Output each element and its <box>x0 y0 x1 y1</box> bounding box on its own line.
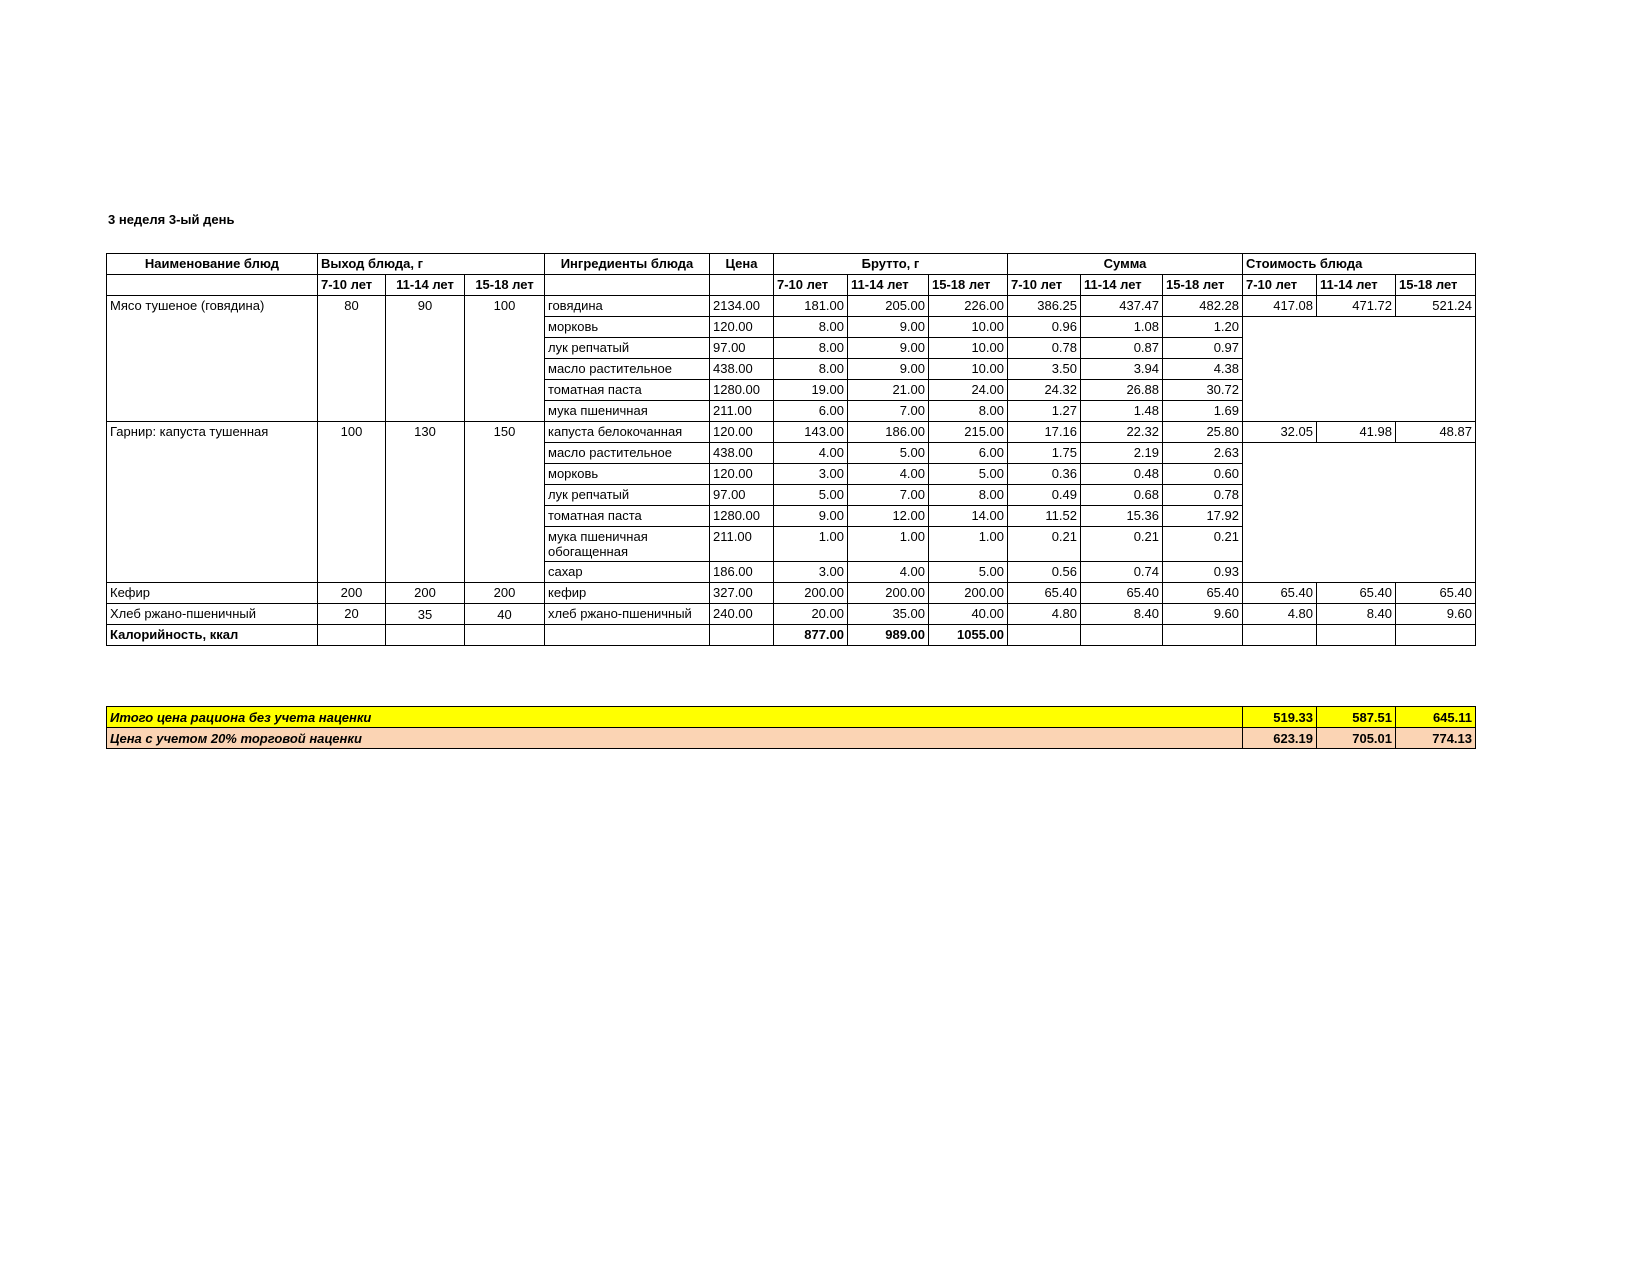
ingredient-sum: 65.40 <box>1081 583 1163 604</box>
ingredient-price: 1280.00 <box>710 380 774 401</box>
dish-output: 90 <box>386 296 465 422</box>
ingredient-sum: 0.97 <box>1163 338 1243 359</box>
totals-value: 519.33 <box>1243 707 1317 728</box>
ingredient-gross: 6.00 <box>774 401 848 422</box>
totals-label: Цена с учетом 20% торговой наценки <box>107 728 1243 749</box>
ingredient-gross: 181.00 <box>774 296 848 317</box>
ingredient-price: 240.00 <box>710 604 774 625</box>
ingredient-name: томатная паста <box>545 506 710 527</box>
header-age: 11-14 лет <box>848 275 929 296</box>
empty-cell <box>1163 625 1243 646</box>
ingredient-price: 97.00 <box>710 485 774 506</box>
totals-value: 645.11 <box>1396 707 1476 728</box>
header-age: 15-18 лет <box>1396 275 1476 296</box>
dish-output: 200 <box>465 583 545 604</box>
ingredient-sum: 0.87 <box>1081 338 1163 359</box>
ingredient-sum: 3.50 <box>1008 359 1081 380</box>
header-sum: Сумма <box>1008 254 1243 275</box>
ingredient-gross: 143.00 <box>774 422 848 443</box>
empty-cell <box>318 625 386 646</box>
empty-cell <box>465 625 545 646</box>
ingredient-price: 120.00 <box>710 464 774 485</box>
header-age: 7-10 лет <box>1008 275 1081 296</box>
ingredient-sum: 0.74 <box>1081 562 1163 583</box>
ingredient-gross: 215.00 <box>929 422 1008 443</box>
ingredient-price: 120.00 <box>710 422 774 443</box>
ingredient-name: морковь <box>545 317 710 338</box>
header-ingredients: Ингредиенты блюда <box>545 254 710 275</box>
ingredient-sum: 0.56 <box>1008 562 1081 583</box>
calories-row <box>107 625 1476 646</box>
ingredient-gross: 10.00 <box>929 359 1008 380</box>
ingredient-sum: 24.32 <box>1008 380 1081 401</box>
ingredient-sum: 2.19 <box>1081 443 1163 464</box>
ingredient-price: 438.00 <box>710 359 774 380</box>
ingredient-name: хлеб ржано-пшеничный <box>545 604 710 625</box>
ingredient-gross: 1.00 <box>929 527 1008 562</box>
ingredient-gross: 205.00 <box>848 296 929 317</box>
ingredient-gross: 7.00 <box>848 401 929 422</box>
dish-output: 150 <box>465 422 545 583</box>
ingredient-price: 97.00 <box>710 338 774 359</box>
ingredient-price: 327.00 <box>710 583 774 604</box>
ingredient-sum: 1.75 <box>1008 443 1081 464</box>
empty-cell <box>386 625 465 646</box>
ingredient-gross: 7.00 <box>848 485 929 506</box>
ingredient-gross: 8.00 <box>774 317 848 338</box>
calories-label: Калорийность, ккал <box>107 625 318 646</box>
ingredient-sum: 9.60 <box>1163 604 1243 625</box>
ingredient-price: 2134.00 <box>710 296 774 317</box>
header-dish: Наименование блюд <box>107 254 318 275</box>
ingredient-gross: 10.00 <box>929 317 1008 338</box>
dish-name: Гарнир: капуста тушенная <box>107 422 318 583</box>
header-empty <box>107 275 318 296</box>
totals-table <box>106 706 1476 749</box>
ingredient-gross: 8.00 <box>929 401 1008 422</box>
ingredient-gross: 186.00 <box>848 422 929 443</box>
header-row-2 <box>107 275 1476 296</box>
menu-table <box>106 253 1476 646</box>
cost-empty <box>1243 443 1476 583</box>
ingredient-sum: 0.68 <box>1081 485 1163 506</box>
ingredient-price: 120.00 <box>710 317 774 338</box>
header-age: 7-10 лет <box>774 275 848 296</box>
ingredient-gross: 5.00 <box>848 443 929 464</box>
ingredient-gross: 4.00 <box>848 562 929 583</box>
table-row <box>107 296 1476 317</box>
dish-name: Мясо тушеное (говядина) <box>107 296 318 422</box>
ingredient-gross: 1.00 <box>774 527 848 562</box>
ingredient-name: мука пшеничная обогащенная <box>545 527 710 562</box>
ingredient-gross: 19.00 <box>774 380 848 401</box>
ingredient-sum: 0.60 <box>1163 464 1243 485</box>
empty-cell <box>1317 625 1396 646</box>
dish-cost: 65.40 <box>1243 583 1317 604</box>
ingredient-name: мука пшеничная <box>545 401 710 422</box>
table-row <box>107 422 1476 443</box>
ingredient-sum: 1.27 <box>1008 401 1081 422</box>
ingredient-gross: 5.00 <box>929 562 1008 583</box>
dish-output: 130 <box>386 422 465 583</box>
ingredient-gross: 14.00 <box>929 506 1008 527</box>
header-age: 7-10 лет <box>318 275 386 296</box>
totals-row <box>107 728 1476 749</box>
ingredient-name: кефир <box>545 583 710 604</box>
dish-output: 20 <box>318 604 386 625</box>
empty-cell <box>1081 625 1163 646</box>
ingredient-name: томатная паста <box>545 380 710 401</box>
dish-cost: 32.05 <box>1243 422 1317 443</box>
ingredient-gross: 24.00 <box>929 380 1008 401</box>
ingredient-name: морковь <box>545 464 710 485</box>
calories-value: 1055.00 <box>929 625 1008 646</box>
ingredient-name: масло растительное <box>545 443 710 464</box>
ingredient-sum: 4.80 <box>1008 604 1081 625</box>
dish-output: 35 <box>386 604 465 625</box>
ingredient-gross: 20.00 <box>774 604 848 625</box>
totals-label: Итого цена рациона без учета наценки <box>107 707 1243 728</box>
header-age: 7-10 лет <box>1243 275 1317 296</box>
ingredient-gross: 8.00 <box>774 338 848 359</box>
empty-cell <box>1008 625 1081 646</box>
ingredient-sum: 1.20 <box>1163 317 1243 338</box>
ingredient-gross: 8.00 <box>929 485 1008 506</box>
ingredient-sum: 0.93 <box>1163 562 1243 583</box>
dish-cost: 65.40 <box>1396 583 1476 604</box>
ingredient-gross: 3.00 <box>774 464 848 485</box>
ingredient-name: капуста белокочанная <box>545 422 710 443</box>
ingredient-sum: 0.78 <box>1008 338 1081 359</box>
ingredient-gross: 10.00 <box>929 338 1008 359</box>
empty-cell <box>710 625 774 646</box>
ingredient-sum: 0.48 <box>1081 464 1163 485</box>
ingredient-sum: 1.48 <box>1081 401 1163 422</box>
table-row <box>107 604 1476 625</box>
ingredient-gross: 4.00 <box>848 464 929 485</box>
header-output: Выход блюда, г <box>318 254 545 275</box>
ingredient-sum: 437.47 <box>1081 296 1163 317</box>
totals-value: 774.13 <box>1396 728 1476 749</box>
ingredient-sum: 0.49 <box>1008 485 1081 506</box>
dish-cost: 8.40 <box>1317 604 1396 625</box>
dish-output: 40 <box>465 604 545 625</box>
header-age: 15-18 лет <box>465 275 545 296</box>
cost-empty <box>1243 317 1476 422</box>
ingredient-price: 1280.00 <box>710 506 774 527</box>
header-cost: Стоимость блюда <box>1243 254 1476 275</box>
dish-output: 100 <box>465 296 545 422</box>
ingredient-sum: 0.21 <box>1081 527 1163 562</box>
ingredient-price: 438.00 <box>710 443 774 464</box>
calories-value: 989.00 <box>848 625 929 646</box>
dish-cost: 65.40 <box>1317 583 1396 604</box>
ingredient-name: масло растительное <box>545 359 710 380</box>
totals-value: 623.19 <box>1243 728 1317 749</box>
header-age: 11-14 лет <box>386 275 465 296</box>
ingredient-sum: 30.72 <box>1163 380 1243 401</box>
dish-cost: 48.87 <box>1396 422 1476 443</box>
ingredient-sum: 0.36 <box>1008 464 1081 485</box>
ingredient-sum: 22.32 <box>1081 422 1163 443</box>
ingredient-sum: 17.92 <box>1163 506 1243 527</box>
ingredient-sum: 0.21 <box>1163 527 1243 562</box>
ingredient-sum: 0.21 <box>1008 527 1081 562</box>
ingredient-sum: 25.80 <box>1163 422 1243 443</box>
ingredient-gross: 35.00 <box>848 604 929 625</box>
ingredient-gross: 226.00 <box>929 296 1008 317</box>
ingredient-sum: 1.69 <box>1163 401 1243 422</box>
dish-output: 200 <box>318 583 386 604</box>
ingredient-gross: 40.00 <box>929 604 1008 625</box>
ingredient-gross: 9.00 <box>848 338 929 359</box>
ingredient-sum: 8.40 <box>1081 604 1163 625</box>
ingredient-gross: 1.00 <box>848 527 929 562</box>
ingredient-sum: 3.94 <box>1081 359 1163 380</box>
ingredient-name: говядина <box>545 296 710 317</box>
ingredient-gross: 3.00 <box>774 562 848 583</box>
ingredient-sum: 65.40 <box>1008 583 1081 604</box>
calories-value: 877.00 <box>774 625 848 646</box>
ingredient-name: сахар <box>545 562 710 583</box>
ingredient-sum: 4.38 <box>1163 359 1243 380</box>
dish-cost: 41.98 <box>1317 422 1396 443</box>
ingredient-gross: 200.00 <box>774 583 848 604</box>
header-age: 15-18 лет <box>1163 275 1243 296</box>
ingredient-sum: 386.25 <box>1008 296 1081 317</box>
totals-value: 705.01 <box>1317 728 1396 749</box>
empty-cell <box>1396 625 1476 646</box>
ingredient-sum: 65.40 <box>1163 583 1243 604</box>
header-empty <box>545 275 710 296</box>
ingredient-sum: 11.52 <box>1008 506 1081 527</box>
header-gross: Брутто, г <box>774 254 1008 275</box>
ingredient-gross: 6.00 <box>929 443 1008 464</box>
ingredient-gross: 9.00 <box>774 506 848 527</box>
ingredient-gross: 4.00 <box>774 443 848 464</box>
ingredient-sum: 15.36 <box>1081 506 1163 527</box>
ingredient-sum: 26.88 <box>1081 380 1163 401</box>
ingredient-price: 186.00 <box>710 562 774 583</box>
dish-output: 100 <box>318 422 386 583</box>
totals-value: 587.51 <box>1317 707 1396 728</box>
ingredient-gross: 5.00 <box>774 485 848 506</box>
empty-cell <box>1243 625 1317 646</box>
ingredient-name: лук репчатый <box>545 485 710 506</box>
ingredient-gross: 200.00 <box>929 583 1008 604</box>
header-age: 11-14 лет <box>1081 275 1163 296</box>
ingredient-gross: 12.00 <box>848 506 929 527</box>
header-empty <box>710 275 774 296</box>
header-age: 11-14 лет <box>1317 275 1396 296</box>
ingredient-sum: 17.16 <box>1008 422 1081 443</box>
header-row-1 <box>107 254 1476 275</box>
ingredient-sum: 2.63 <box>1163 443 1243 464</box>
ingredient-gross: 9.00 <box>848 317 929 338</box>
empty-cell <box>545 625 710 646</box>
dish-output: 80 <box>318 296 386 422</box>
totals-row <box>107 707 1476 728</box>
dish-cost: 4.80 <box>1243 604 1317 625</box>
header-price: Цена <box>710 254 774 275</box>
ingredient-gross: 8.00 <box>774 359 848 380</box>
ingredient-gross: 9.00 <box>848 359 929 380</box>
dish-cost: 9.60 <box>1396 604 1476 625</box>
page-title: 3 неделя 3-ый день <box>108 212 235 227</box>
ingredient-price: 211.00 <box>710 401 774 422</box>
ingredient-gross: 5.00 <box>929 464 1008 485</box>
dish-cost: 521.24 <box>1396 296 1476 317</box>
table-row <box>107 583 1476 604</box>
ingredient-sum: 482.28 <box>1163 296 1243 317</box>
ingredient-sum: 0.96 <box>1008 317 1081 338</box>
dish-name: Хлеб ржано-пшеничный <box>107 604 318 625</box>
dish-output: 200 <box>386 583 465 604</box>
ingredient-sum: 1.08 <box>1081 317 1163 338</box>
header-age: 15-18 лет <box>929 275 1008 296</box>
ingredient-gross: 21.00 <box>848 380 929 401</box>
dish-cost: 471.72 <box>1317 296 1396 317</box>
ingredient-name: лук репчатый <box>545 338 710 359</box>
ingredient-price: 211.00 <box>710 527 774 562</box>
dish-name: Кефир <box>107 583 318 604</box>
ingredient-sum: 0.78 <box>1163 485 1243 506</box>
dish-cost: 417.08 <box>1243 296 1317 317</box>
ingredient-gross: 200.00 <box>848 583 929 604</box>
